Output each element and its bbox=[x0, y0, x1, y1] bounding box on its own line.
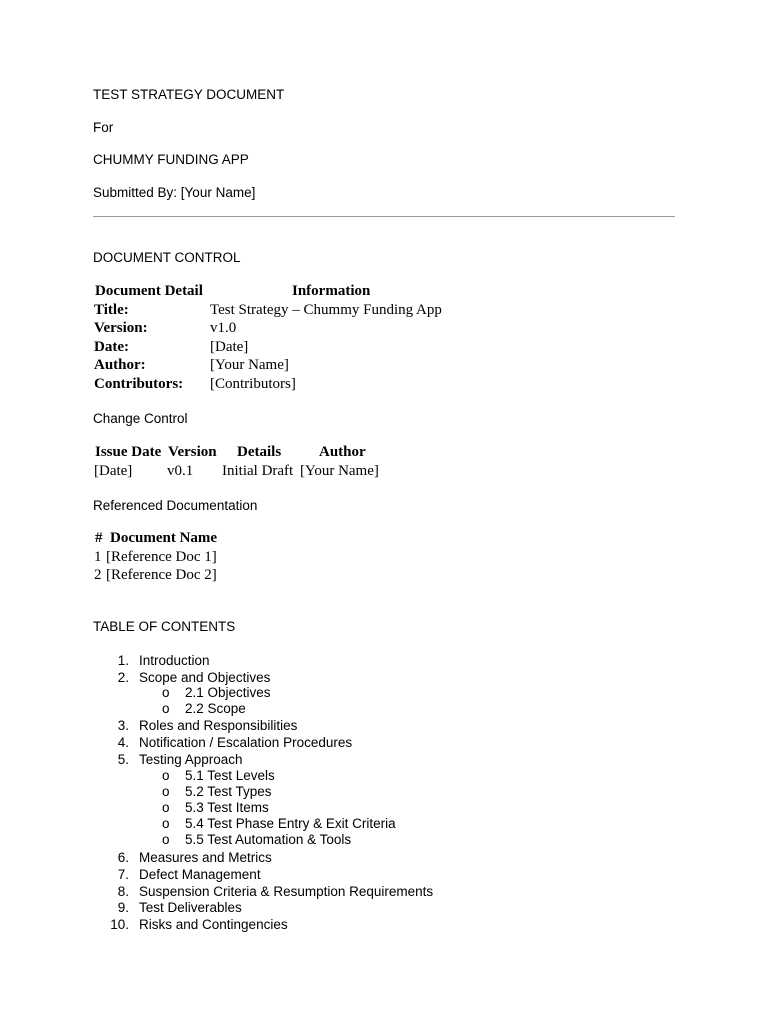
toc-item-number: 1. bbox=[117, 653, 129, 668]
column-header: # bbox=[95, 530, 103, 546]
toc-subitem[interactable]: 2.2 Scope bbox=[185, 701, 246, 716]
column-header: Details bbox=[237, 444, 282, 460]
row-value: [Contributors] bbox=[210, 376, 296, 392]
table-cell: [Reference Doc 2] bbox=[106, 567, 217, 583]
table-cell: 1 bbox=[94, 549, 102, 565]
horizontal-divider bbox=[93, 216, 675, 217]
toc-subitem[interactable]: 5.3 Test Items bbox=[185, 800, 269, 815]
table-cell: [Reference Doc 1] bbox=[106, 549, 217, 565]
toc-sub-bullet: o bbox=[162, 768, 170, 783]
toc-item[interactable]: Testing Approach bbox=[139, 752, 243, 767]
toc-item[interactable]: Defect Management bbox=[139, 867, 261, 882]
change-control-heading: Change Control bbox=[93, 411, 188, 426]
row-label: Title: bbox=[94, 302, 129, 318]
toc-item-number: 8. bbox=[117, 884, 129, 899]
toc-subitem[interactable]: 5.2 Test Types bbox=[185, 784, 272, 799]
toc-sub-bullet: o bbox=[162, 701, 170, 716]
toc-item-number: 3. bbox=[117, 718, 129, 733]
column-header: Author bbox=[319, 444, 366, 460]
table-cell: 2 bbox=[94, 567, 102, 583]
table-cell: [Your Name] bbox=[300, 463, 379, 479]
toc-subitem[interactable]: 2.1 Objectives bbox=[185, 685, 271, 700]
app-name: CHUMMY FUNDING APP bbox=[93, 152, 249, 167]
table-cell: v0.1 bbox=[167, 463, 194, 479]
toc-item[interactable]: Introduction bbox=[139, 653, 210, 668]
row-label: Version: bbox=[94, 320, 148, 336]
row-label: Date: bbox=[94, 339, 129, 355]
toc-item-number: 10. bbox=[110, 917, 129, 932]
document-title: TEST STRATEGY DOCUMENT bbox=[93, 87, 285, 102]
toc-item-number: 4. bbox=[117, 735, 129, 750]
toc-item[interactable]: Risks and Contingencies bbox=[139, 917, 288, 932]
row-value: Test Strategy – Chummy Funding App bbox=[210, 302, 442, 318]
toc-sub-bullet: o bbox=[162, 784, 170, 799]
toc-sub-bullet: o bbox=[162, 816, 170, 831]
toc-item[interactable]: Suspension Criteria & Resumption Requirements bbox=[139, 884, 434, 899]
toc-item[interactable]: Scope and Objectives bbox=[139, 670, 271, 685]
column-header: Document Detail bbox=[95, 283, 203, 299]
for-label: For bbox=[93, 120, 114, 135]
column-header: Information bbox=[292, 283, 371, 299]
referenced-documentation-heading: Referenced Documentation bbox=[93, 498, 258, 513]
toc-heading: TABLE OF CONTENTS bbox=[93, 619, 236, 634]
toc-subitem[interactable]: 5.4 Test Phase Entry & Exit Criteria bbox=[185, 816, 396, 831]
toc-subitem[interactable]: 5.1 Test Levels bbox=[185, 768, 275, 783]
toc-sub-bullet: o bbox=[162, 685, 170, 700]
row-label: Author: bbox=[94, 357, 146, 373]
column-header: Document Name bbox=[110, 530, 218, 546]
toc-item-number: 2. bbox=[117, 670, 129, 685]
table-cell: [Date] bbox=[94, 463, 133, 479]
row-value: [Date] bbox=[210, 339, 249, 355]
row-value: v1.0 bbox=[210, 320, 237, 336]
column-header: Issue Date bbox=[95, 444, 162, 460]
submitted-by: Submitted By: [Your Name] bbox=[93, 185, 256, 200]
row-value: [Your Name] bbox=[210, 357, 289, 373]
toc-sub-bullet: o bbox=[162, 832, 170, 847]
toc-item-number: 9. bbox=[117, 900, 129, 915]
row-label: Contributors: bbox=[94, 376, 184, 392]
toc-item-number: 7. bbox=[117, 867, 129, 882]
toc-item-number: 6. bbox=[117, 850, 129, 865]
toc-sub-bullet: o bbox=[162, 800, 170, 815]
toc-item-number: 5. bbox=[117, 752, 129, 767]
column-header: Version bbox=[168, 444, 217, 460]
toc-item[interactable]: Roles and Responsibilities bbox=[139, 718, 298, 733]
toc-item[interactable]: Notification / Escalation Procedures bbox=[139, 735, 353, 750]
document-control-heading: DOCUMENT CONTROL bbox=[93, 250, 241, 265]
toc-subitem[interactable]: 5.5 Test Automation & Tools bbox=[185, 832, 352, 847]
table-cell: Initial Draft bbox=[222, 463, 294, 479]
toc-item[interactable]: Measures and Metrics bbox=[139, 850, 272, 865]
toc-item[interactable]: Test Deliverables bbox=[139, 900, 242, 915]
